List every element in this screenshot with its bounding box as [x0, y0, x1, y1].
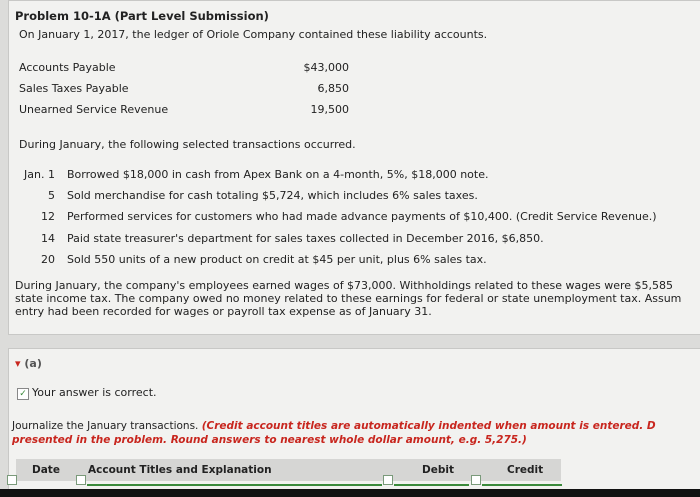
correct-message	[17, 386, 157, 400]
liability-amount: $43,000	[303, 61, 349, 74]
problem-panel	[8, 0, 700, 335]
liability-amount: 19,500	[310, 103, 349, 116]
header-credit: Credit	[507, 464, 544, 476]
transaction-text: Sold merchandise for cash totaling $5,724, which includes 6% sales taxes.	[67, 189, 478, 202]
account-input[interactable]	[87, 480, 382, 486]
transaction-text: Sold 550 units of a new product on credit at $45 per unit, plus 6% sales tax.	[67, 253, 487, 266]
wages-line: state income tax. The company owed no money related to these earnings for federal or state unemployment tax. Assum	[15, 292, 682, 305]
screen-bezel	[0, 489, 700, 497]
date-select[interactable]	[7, 475, 17, 485]
transaction-text: Paid state treasurer's department for sales taxes collected in December 2016, $6,850.	[67, 232, 544, 245]
caret-down-icon: ▾	[15, 357, 21, 370]
header-debit: Debit	[422, 464, 454, 476]
part-label: (a)	[24, 357, 42, 370]
part-a-panel	[8, 348, 700, 490]
wages-line: entry had been recorded for wages or payroll tax expense as of January 31.	[15, 305, 432, 318]
debit-check[interactable]	[383, 475, 393, 485]
credit-check[interactable]	[471, 475, 481, 485]
transaction-date: 20	[41, 253, 55, 266]
account-check[interactable]	[76, 475, 86, 485]
problem-title: Problem 10-1A (Part Level Submission)	[15, 9, 269, 23]
liability-amount: 6,850	[317, 82, 349, 95]
wages-line: During January, the company's employees earned wages of $73,000. Withholdings related to these wages were $5,585	[15, 279, 673, 292]
instr-text: Journalize the January transactions.	[12, 420, 202, 432]
instr-note: (Credit account titles are automatically indented when amount is entered. D	[201, 420, 656, 432]
liability-label: Sales Taxes Payable	[19, 82, 129, 95]
transaction-text: Borrowed $18,000 in cash from Apex Bank on a 4-month, 5%, $18,000 note.	[67, 168, 489, 181]
liability-label: Unearned Service Revenue	[19, 103, 169, 116]
part-a-toggle[interactable]	[15, 357, 42, 370]
instr-note: presented in the problem. Round answers to nearest whole dollar amount, e.g. 5,275.)	[12, 434, 527, 446]
transaction-date: 5	[48, 189, 55, 202]
transactions-intro: During January, the following selected transactions occurred.	[19, 138, 356, 151]
checkmark-icon: ✓	[17, 388, 29, 400]
credit-input[interactable]	[482, 480, 562, 486]
intro-text: On January 1, 2017, the ledger of Oriole Company contained these liability accounts.	[19, 28, 488, 41]
wages-paragraph	[15, 279, 681, 318]
liability-label: Accounts Payable	[19, 61, 116, 74]
correct-text: Your answer is correct.	[32, 386, 157, 399]
transaction-date: 14	[41, 232, 55, 245]
debit-input[interactable]	[394, 480, 469, 486]
instructions	[12, 419, 656, 447]
header-account: Account Titles and Explanation	[88, 464, 272, 476]
transaction-date: Jan. 1	[24, 168, 55, 181]
transaction-text: Performed services for customers who had made advance payments of $10,400. (Credit Service Revenue.)	[67, 210, 657, 223]
header-date: Date	[32, 464, 60, 476]
transaction-date: 12	[41, 210, 55, 223]
